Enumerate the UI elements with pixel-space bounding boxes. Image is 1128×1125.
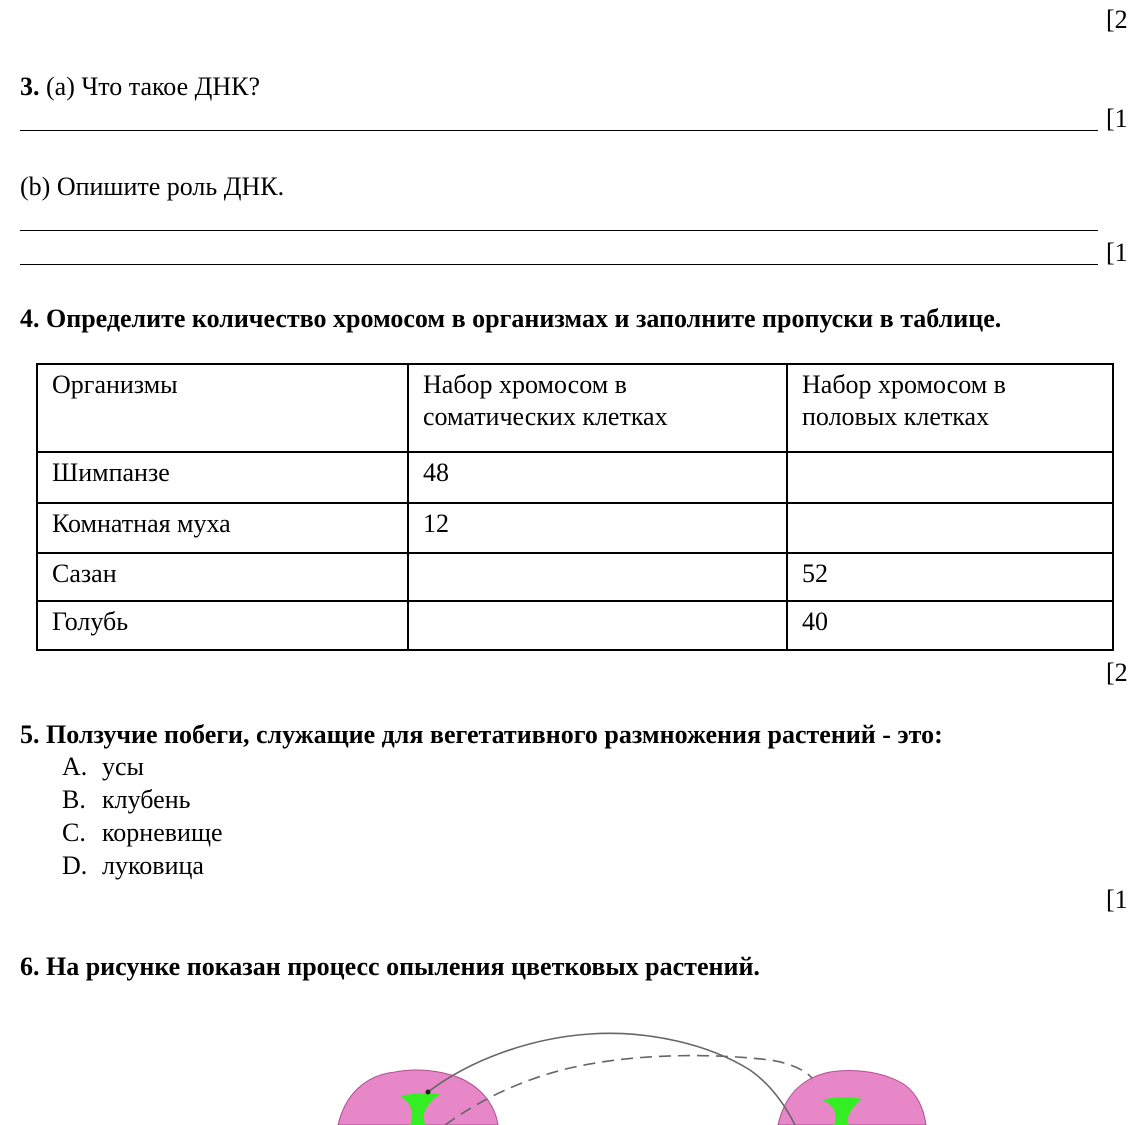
- table-header-row: [37, 364, 1113, 452]
- table-cell-blank[interactable]: [408, 553, 787, 601]
- answer-line-3b-1[interactable]: [20, 230, 1098, 231]
- table-cell: Сазан: [37, 553, 408, 601]
- option-letter: A.: [62, 752, 88, 781]
- table-cell-blank[interactable]: [408, 601, 787, 650]
- mark-q3a: [1: [1106, 104, 1128, 133]
- table-row: [37, 503, 1113, 553]
- table-row: [37, 452, 1113, 503]
- mark-q2: [2: [1106, 5, 1128, 34]
- table-header-cell: Набор хромосом в половых клетках: [787, 364, 1113, 452]
- option-letter: D.: [62, 851, 88, 880]
- answer-line-3b-2[interactable]: [20, 264, 1098, 265]
- answer-line-3a[interactable]: [20, 130, 1098, 131]
- table-cell-blank[interactable]: [787, 452, 1113, 503]
- question-3a-text: (a) Что такое ДНК?: [46, 72, 261, 101]
- option-letter: C.: [62, 818, 86, 847]
- table-cell: 40: [787, 601, 1113, 650]
- option-text: луковица: [102, 851, 204, 880]
- table-row: [37, 601, 1113, 650]
- table-cell: Комнатная муха: [37, 503, 408, 553]
- table-cell: Шимпанзе: [37, 452, 408, 503]
- option-text: корневище: [102, 818, 223, 847]
- table-cell: 12: [408, 503, 787, 553]
- option-a[interactable]: [62, 752, 144, 782]
- question-3b-text: (b) Опишите роль ДНК.: [20, 172, 285, 201]
- mark-q4: [2: [1106, 658, 1128, 687]
- mark-q5: [1: [1106, 885, 1128, 914]
- table-cell: Голубь: [37, 601, 408, 650]
- chromosome-table: [36, 363, 1114, 651]
- pollen-path-dashed: [445, 1056, 812, 1125]
- table-header-cell: Набор хромосом в соматических клетках: [408, 364, 787, 452]
- option-b[interactable]: [62, 785, 190, 815]
- option-c[interactable]: [62, 818, 223, 848]
- option-text: клубень: [102, 785, 191, 814]
- table-cell: 48: [408, 452, 787, 503]
- question-4-text: 4. Определите количество хромосом в организмах и заполните пропуски в таблице.: [20, 304, 1002, 333]
- option-letter: B.: [62, 785, 86, 814]
- question-3a: [20, 72, 260, 102]
- table-cell-blank[interactable]: [787, 503, 1113, 553]
- option-text: усы: [102, 752, 145, 781]
- pollination-figure: [0, 1020, 1125, 1125]
- table-header-cell: Организмы: [37, 364, 408, 452]
- question-3-number: 3.: [20, 72, 40, 101]
- table-row: [37, 553, 1113, 601]
- mark-q3b: [1: [1106, 238, 1128, 267]
- pollen-dot-icon: [426, 1090, 431, 1095]
- question-6-text: 6. На рисунке показан процесс опыления цветковых растений.: [20, 952, 760, 981]
- table-cell: 52: [787, 553, 1113, 601]
- option-d[interactable]: [62, 851, 204, 881]
- question-5-text: 5. Ползучие побеги, служащие для вегетативного размножения растений - это:: [20, 720, 943, 749]
